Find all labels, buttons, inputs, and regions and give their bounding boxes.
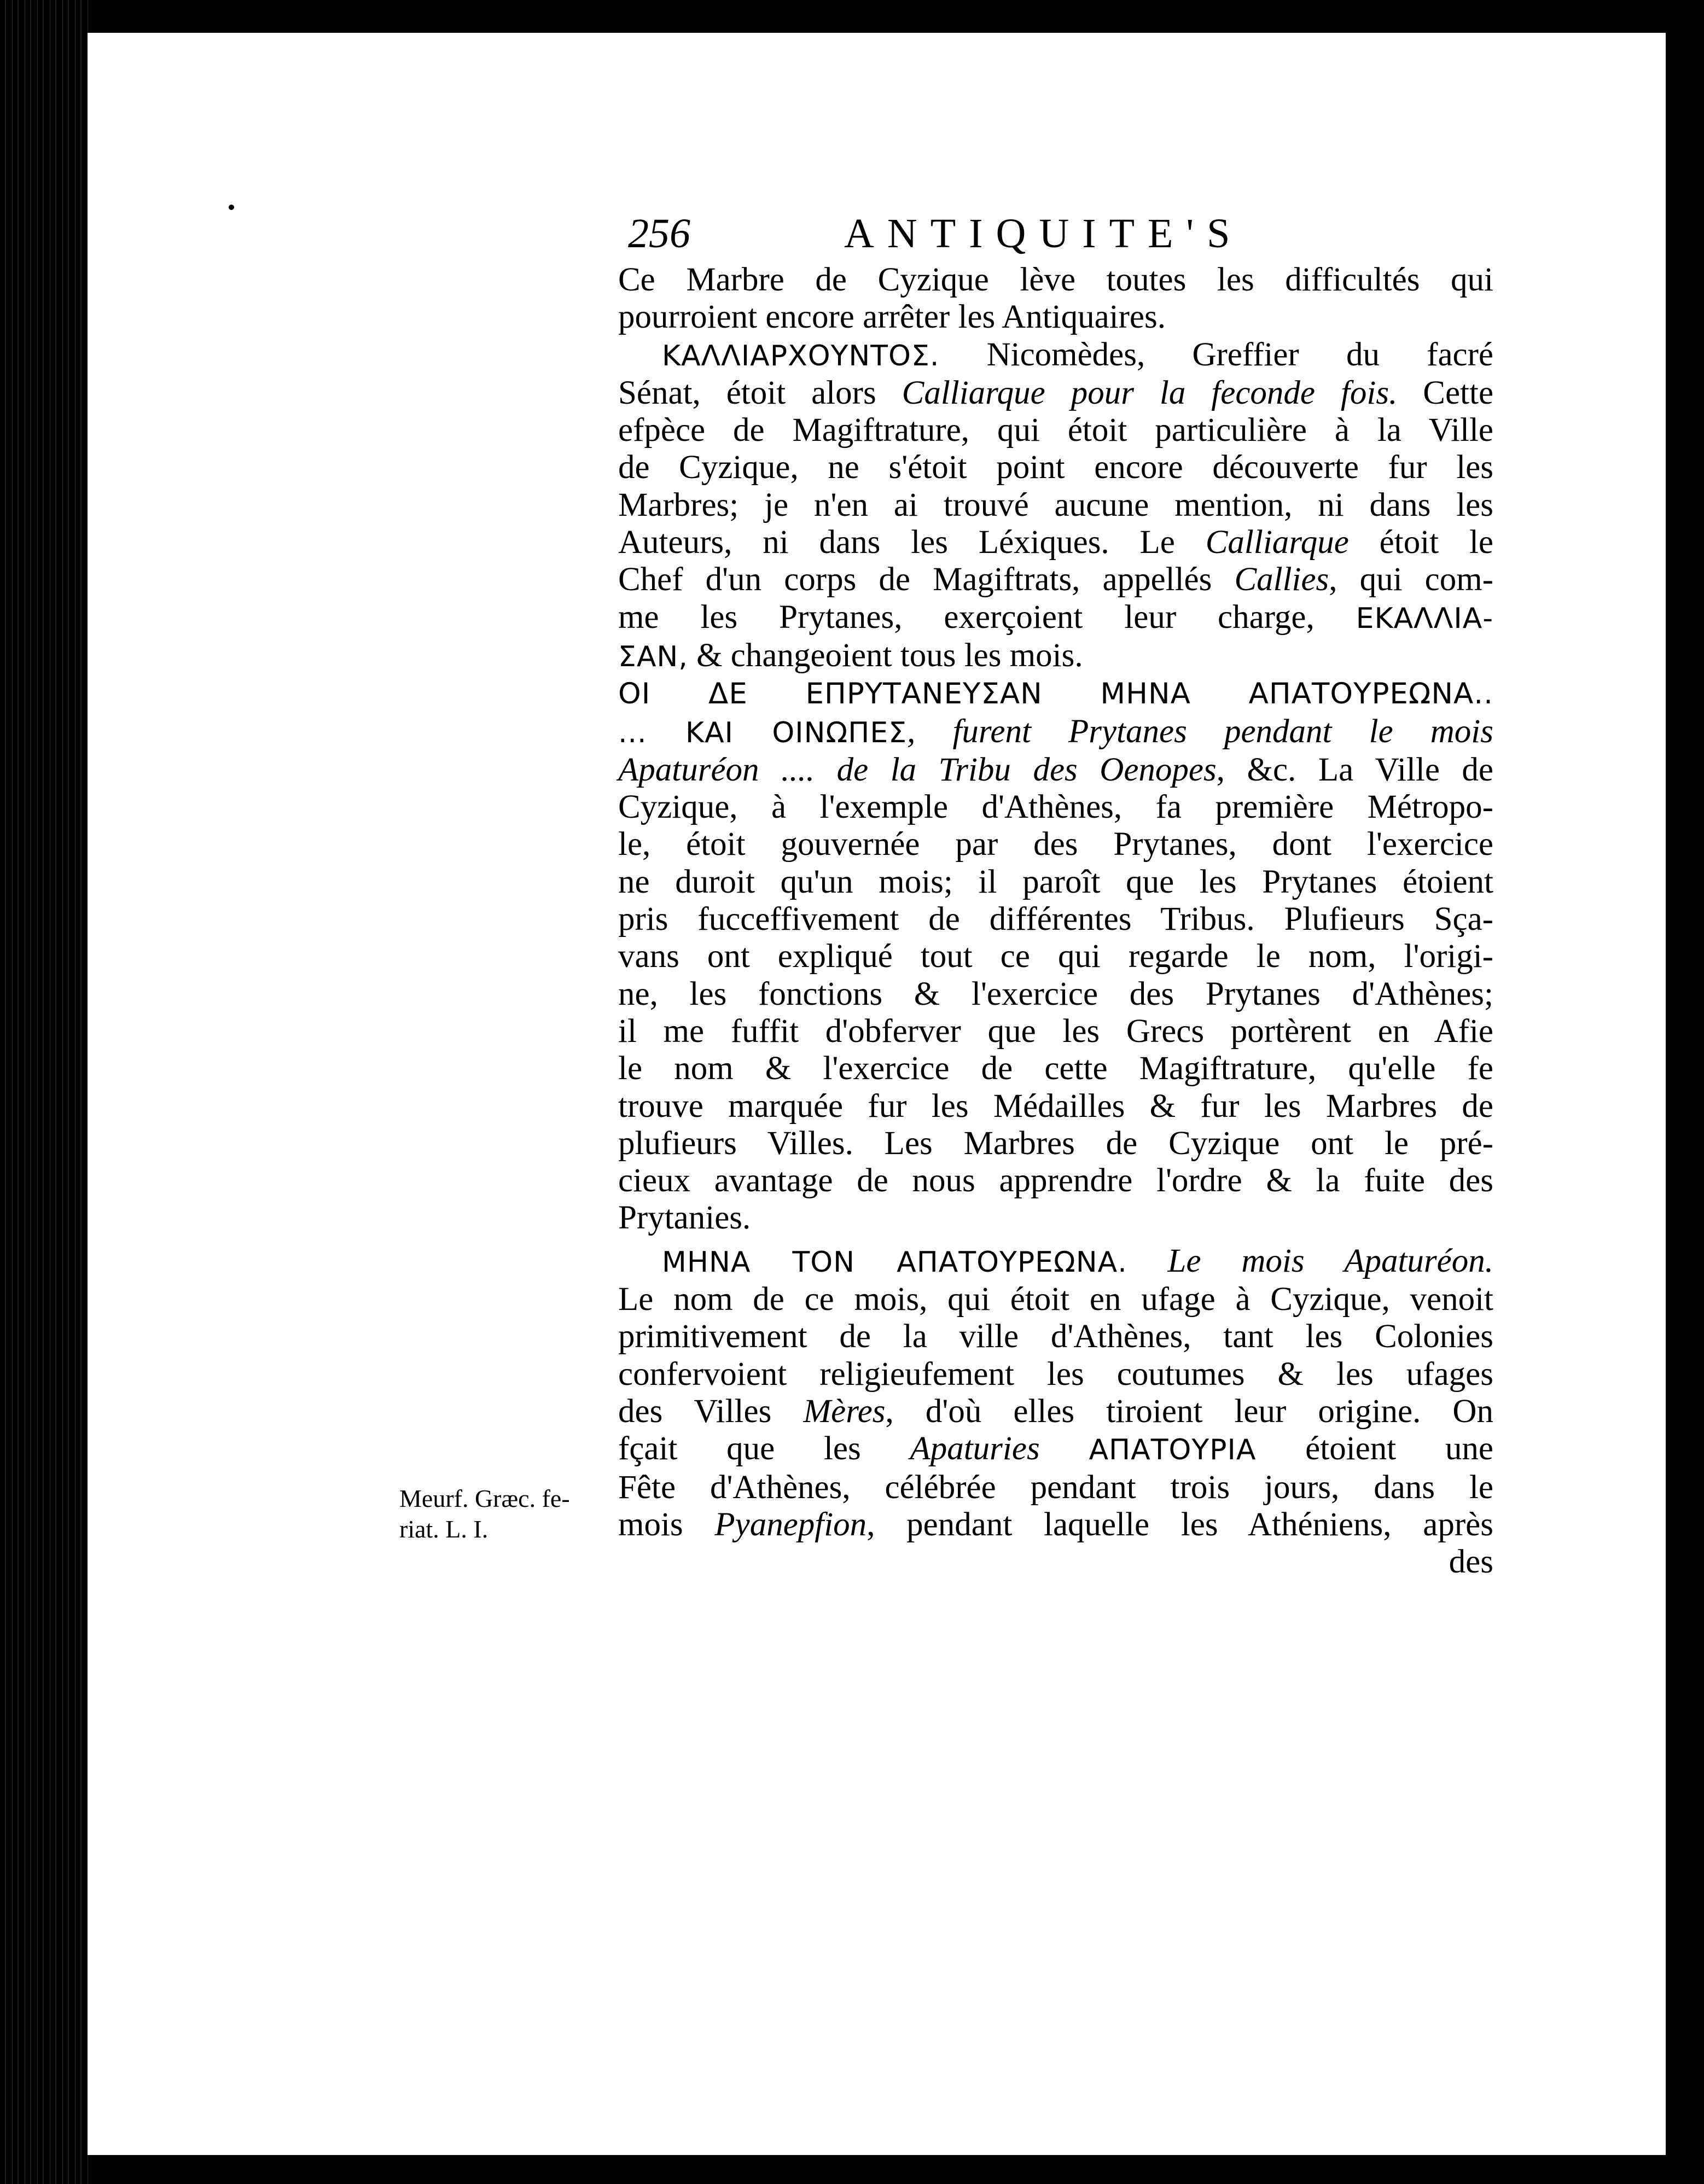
book-binding-edge <box>0 0 93 2184</box>
text-line: de Cyzique, ne s'étoit point encore découverte fur les <box>618 449 1493 486</box>
text-line <box>618 336 1493 375</box>
text-line: primitivement de la ville d'Athènes, tant les Colonies <box>618 1318 1493 1355</box>
paragraph-4 <box>618 1243 1493 1581</box>
text-line: Ce Marbre de Cyzique lève toutes les difficultés qui <box>618 261 1493 298</box>
greek-phrase: ΜΗΝΑ ΤΟΝ ΑΠΑΤΟΥΡΕΩΝΑ. <box>662 1245 1127 1279</box>
running-title: ANTIQUITE'S <box>844 211 1243 257</box>
margin-note <box>399 1483 596 1545</box>
text-line: Prytanies. <box>618 1199 751 1237</box>
margin-note-line-1: Meurf. Græc. fe- <box>399 1484 570 1512</box>
greek-phrase: ΚΑΛΛΙΑΡΧΟΥΝΤΟΣ. <box>662 339 940 372</box>
text-span: Nicomèdes, Greffier du facré <box>986 336 1493 373</box>
text-span: étoient une <box>1256 1430 1493 1467</box>
paragraph-3 <box>618 675 1493 1237</box>
text-line: vans ont expliqué tout ce qui regarde le nom, l'origi- <box>618 938 1493 975</box>
text-line <box>618 1430 1493 1469</box>
text-line: Fête d'Athènes, célébrée pendant trois jours, dans le <box>618 1469 1493 1506</box>
text-line <box>618 752 1493 789</box>
text-line <box>618 1243 1493 1281</box>
text-span: , qui com- <box>1329 561 1493 598</box>
text-line <box>618 599 1493 637</box>
text-line: confervoient religieufement les coutumes & les ufages <box>618 1355 1493 1393</box>
text-line: ne duroit qu'un mois; il paroît que les Prytanes étoient <box>618 863 1493 900</box>
text-line: efpèce de Magiftrature, qui étoit particulière à la Ville <box>618 412 1493 449</box>
italic-span: Mères <box>803 1393 886 1430</box>
text-line <box>618 1393 1493 1430</box>
italic-span: Apaturéon .... de la Tribu des Oenopes <box>618 751 1217 788</box>
text-span: mois <box>618 1506 715 1543</box>
text-line: ne, les fonctions & l'exercice des Prytanes d'Athènes; <box>618 975 1493 1012</box>
greek-line: ΟΙ ΔΕ ΕΠΡΥΤΑΝΕΥΣΑΝ ΜΗΝΑ ΑΠΑΤΟΥΡΕΩΝΑ.. <box>618 677 1493 711</box>
text-line: pourroient encore arrêter les Antiquaires. <box>618 299 1166 336</box>
italic-span: Calliarque pour la feconde fois. <box>902 374 1398 411</box>
text-line: pris fucceffivement de différentes Tribus. Plufieurs Sça- <box>618 901 1493 938</box>
text-span: étoit le <box>1348 524 1493 561</box>
text-line <box>618 1506 1493 1544</box>
text-line: il me fuffit d'obferver que les Grecs portèrent en Afie <box>618 1012 1493 1050</box>
text-line: plufieurs Villes. Les Marbres de Cyzique ont le pré- <box>618 1125 1493 1162</box>
text-span: , pendant laquelle les Athéniens, après <box>866 1506 1493 1543</box>
italic-span: , furent Prytanes pendant le mois <box>907 713 1493 750</box>
italic-span: Calliarque <box>1205 524 1349 561</box>
greek-phrase: ... ΚΑΙ ΟΙΝΩΠΕΣ <box>618 716 908 749</box>
text-span: Cette <box>1397 374 1494 411</box>
italic-span: Apaturies <box>910 1430 1040 1467</box>
greek-phrase: ΣΑΝ, <box>618 640 688 673</box>
text-line: Le nom de ce mois, qui étoit en ufage à Cyzique, venoit <box>618 1281 1493 1318</box>
text-span: Auteurs, ni dans les Léxiques. Le <box>618 524 1206 561</box>
italic-span: Le mois Apaturéon. <box>1167 1242 1493 1279</box>
greek-phrase: ΑΠΑΤΟΥΡΙΑ <box>1089 1434 1257 1467</box>
text-line <box>618 637 1493 675</box>
text-line: trouve marquée fur les Médailles & fur les Marbres de <box>618 1087 1493 1125</box>
text-line <box>618 561 1493 598</box>
text-span: , d'où elles tiroient leur origine. On <box>885 1393 1493 1430</box>
text-line: le, étoit gouvernée par des Prytanes, dont l'exercice <box>618 826 1493 863</box>
paragraph-2 <box>618 336 1493 676</box>
margin-note-line-2: riat. L. I. <box>399 1515 488 1543</box>
text-line <box>618 524 1493 561</box>
page-number: 256 <box>628 211 690 257</box>
italic-span: Pyanepfion <box>714 1506 867 1543</box>
text-span: me les Prytanes, exerçoient leur charge, <box>618 598 1356 636</box>
text-line: Cyzique, à l'exemple d'Athènes, fa première Métropo- <box>618 789 1493 826</box>
text-span: , &c. La Ville de <box>1216 751 1493 788</box>
text-line: le nom & l'exercice de cette Magiftrature, qu'elle fe <box>618 1050 1493 1087</box>
text-line <box>618 713 1493 752</box>
text-line: cieux avantage de nous apprendre l'ordre & la fuite des <box>618 1162 1493 1199</box>
text-span: fçait que les <box>618 1430 910 1467</box>
paragraph-1 <box>618 261 1493 336</box>
text-span: des Villes <box>618 1393 804 1430</box>
catchword: des <box>1449 1544 1493 1581</box>
text-line <box>618 375 1493 412</box>
body-text <box>618 261 1493 1581</box>
page-header <box>628 203 1492 264</box>
text-line: Marbres; je n'en ai trouvé aucune mention, ni dans les <box>618 486 1493 523</box>
greek-phrase: ΕΚΑΛΛΙΑ- <box>1356 602 1493 635</box>
text-span: & changeoient tous les mois. <box>688 637 1083 674</box>
text-span: Sénat, étoit alors <box>618 374 902 411</box>
italic-span: Callies <box>1234 561 1329 598</box>
text-span: Chef d'un corps de Magiftrats, appellés <box>618 561 1235 598</box>
ink-speck <box>229 205 234 210</box>
